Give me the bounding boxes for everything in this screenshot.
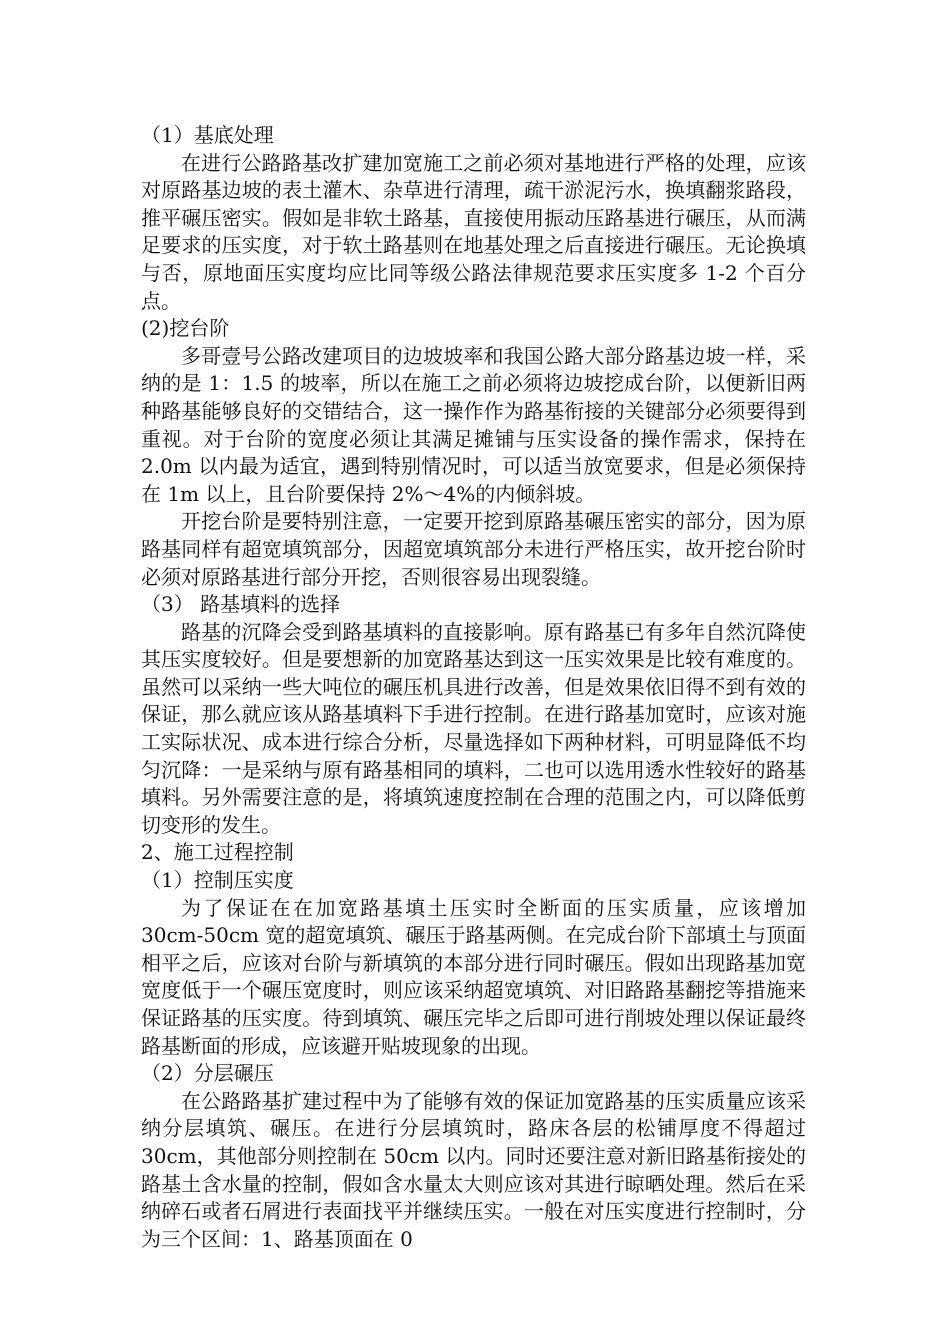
paragraph-fill-material: 路基的沉降会受到路基填料的直接影响。原有路基已有多年自然沉降使其压实度较好。但是要想新的加宽路基达到这一压实效果是比较有难度的。虽然可以采纳一些大吨位的碾压机具进行改善，但是效果依旧得不到有效的保证，那么就应该从路基填料下手进行控制。在进行路基加宽时，应该对施工实际状况、成本进行综合分析，尽量选择如下两种材料，可明显降低不均匀沉降：一是采纳与原有路基相同的填料，二也可以选用透水性较好的路基填料。另外需要注意的是，将填筑速度控制在合理的范围之内，可以降低剪切变形的发生。 <box>141 619 806 837</box>
paragraph-base-treatment: 在进行公路路基改扩建加宽施工之前必须对基地进行严格的处理，应该对原路基边坡的表土灌木、杂草进行清理，疏干淤泥污水，换填翻浆路段，推平碾压密实。假如是非软土路基，直接使用振动压路基进行碾压，从而满足要求的压实度，对于软土路基则在地基处理之后直接进行碾压。无论换填与否，原地面压实度均应比同等级公路法律规范要求压实度多 1-2 个百分点。 <box>141 150 806 313</box>
document-body <box>141 122 806 1253</box>
subheading-compaction-control: （1）控制压实度 <box>141 868 294 893</box>
subheading-dig-steps: (2)挖台阶 <box>141 316 230 341</box>
paragraph-layered-rolling: 在公路路基扩建过程中为了能够有效的保证加宽路基的压实质量应该采纳分层填筑、碾压。在进行分层填筑时，路床各层的松铺厚度不得超过 30cm，其他部分则控制在 50cm 以内。同时还要注意对新旧路基衔接处的路基土含水量的控制，假如含水量太大则应该对其进行晾晒处理。然后在采纳碎石或者石屑进行表面找平并继续压实。一般在对压实度进行控制时，分为三个区间：1、路基顶面在 0 <box>141 1088 806 1251</box>
subheading-layered-rolling: （2）分层碾压 <box>141 1061 274 1086</box>
subheading-base-treatment: （1）基底处理 <box>141 123 274 147</box>
paragraph-excavation-notice: 开挖台阶是要特别注意，一定要开挖到原路基碾压密实的部分，因为原路基同样有超宽填筑部分，因超宽填筑部分未进行严格压实，故开挖台阶时必须对原路基进行部分开挖，否则很容易出现裂缝。 <box>141 509 806 589</box>
section-heading-process-control: 2、施工过程控制 <box>141 840 294 865</box>
paragraph-dig-steps: 多哥壹号公路改建项目的边坡坡率和我国公路大部分路基边坡一样，采纳的是 1：1.5 的坡率，所以在施工之前必须将边坡挖成台阶，以便新旧两种路基能够良好的交错结合，这一操作作为路基衔接的关键部分必须要得到重视。对于台阶的宽度必须让其满足摊铺与压实设备的操作需求，保持在 2.0m 以内最为适宜，遇到特别情况时，可以适当放宽要求，但是必须保持在 1m 以上，且台阶要保持 2%～4%的内倾斜坡。 <box>141 343 806 506</box>
paragraph-compaction-control: 为了保证在在加宽路基填土压实时全断面的压实质量，应该增加 30cm-50cm 宽的超宽填筑、碾压于路基两侧。在完成台阶下部填土与顶面相平之后，应该对台阶与新填筑的本部分进行同时碾压。假如出现路基加宽宽度低于一个碾压宽度时，则应该采纳超宽填筑、对旧路路基翻挖等措施来保证路基的压实度。待到填筑、碾压完毕之后即可进行削坡处理以保证最终路基断面的形成，应该避开贴坡现象的出现。 <box>141 895 806 1058</box>
subheading-fill-material: （3） 路基填料的选择 <box>141 592 341 617</box>
